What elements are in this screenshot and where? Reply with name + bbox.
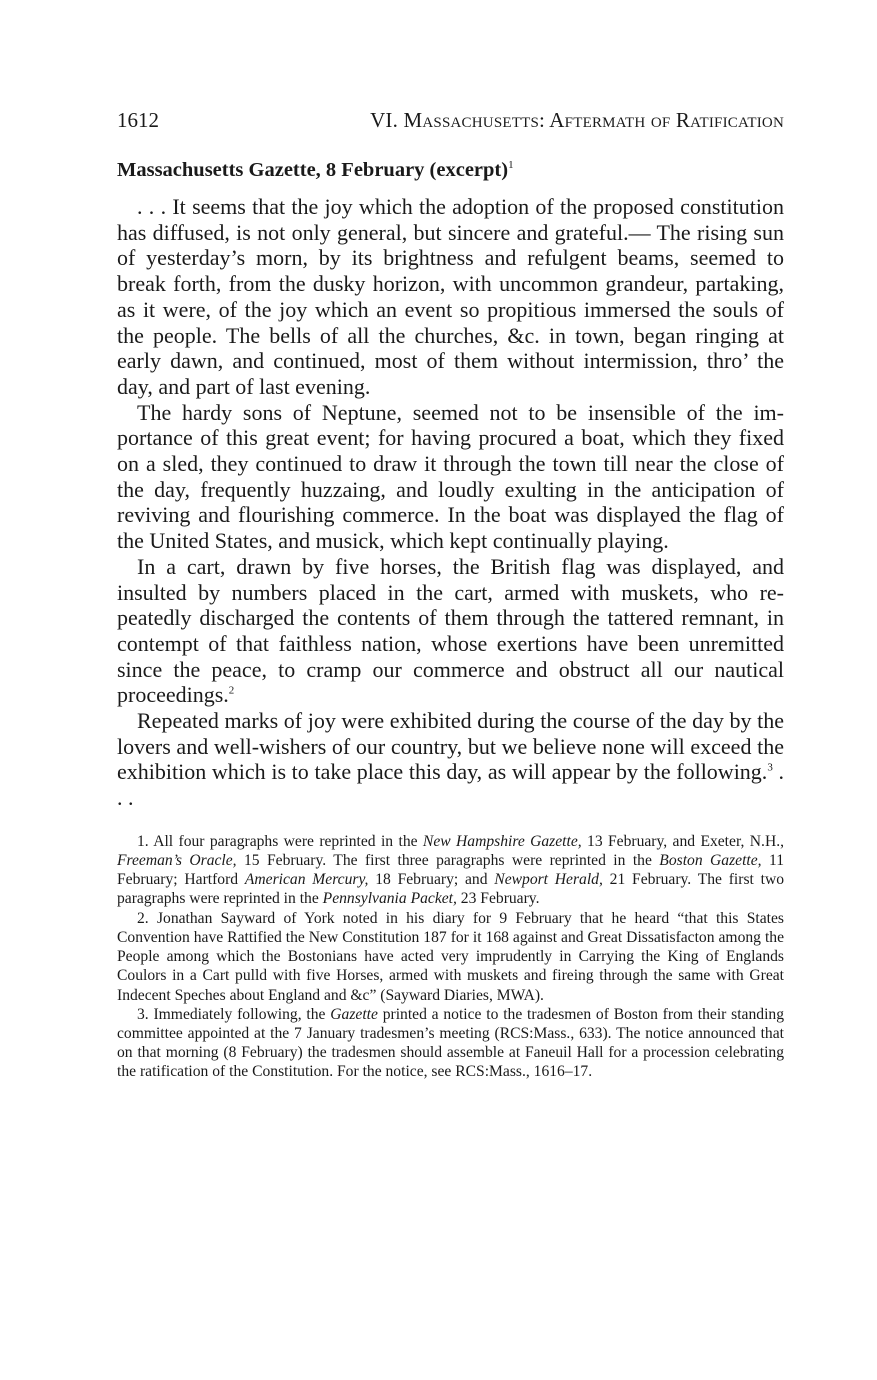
footnote-ref-1: 1 — [508, 159, 514, 172]
publication-title: Freeman’s Oracle, — [117, 852, 237, 870]
footnote-ref-3: 3 — [767, 762, 773, 775]
document-body — [117, 194, 784, 811]
running-head — [117, 108, 784, 140]
body-paragraph — [117, 708, 784, 811]
publication-title: Newport Herald, — [494, 871, 603, 889]
footnote-3 — [117, 1005, 784, 1082]
page-number: 1612 — [117, 108, 159, 132]
footnote-text: 15 February. The first three paragraphs were reprinted in the — [236, 852, 660, 870]
publication-title: Gazette — [330, 1005, 378, 1023]
paragraph-text: Repeated marks of joy were exhibited during the course of the day by the lovers and well-wishers of our country, but we believe none will exceed the exhibition which is to take place this day, as will appear by the following. — [117, 708, 784, 785]
publication-title: Boston Gazette, — [659, 852, 762, 870]
footnote-text: 18 February; and — [368, 871, 495, 889]
document-heading-text: Massachusetts Gazette, 8 February (excerpt) — [117, 159, 509, 181]
footnote-text: 3. Immediately following, the — [137, 1005, 331, 1023]
publication-title: American Mercury, — [244, 871, 369, 889]
paragraph-text: In a cart, drawn by five horses, the British flag was displayed, and insulted by numbers placed in the cart, armed with muskets, who repeatedly discharged the contents of them through the tattered remnant, in contempt of that faithless nation, whose exertions have been unremitted since the peace, to cramp our commerce and obstruct all our nautical proceedings. — [117, 553, 784, 708]
running-title: VI. Massachusetts: Aftermath of Ratification — [370, 108, 784, 132]
body-paragraph — [117, 194, 784, 400]
footnote-ref-2: 2 — [228, 685, 235, 698]
body-paragraph — [117, 554, 784, 708]
paragraph-text: . . . It seems that the joy which the adoption of the proposed constitution has diffused, is not only general, but sincere and grateful.— The rising sun of yesterday’s morn, by its brightness and refulgent beams, seemed to break forth, from the dusky horizon, with uncommon grandeur, partaking, as it were, of the joy which an event so propitious immersed the souls of the people. The bells of all the churches, &c. in town, began ringing at early dawn, and continued, most of them without intermission, thro’ the day, and part of last evening. — [117, 194, 784, 399]
publication-title: New Hampshire Gazette, — [422, 832, 582, 850]
footnote-text: 1. All four paragraphs were reprinted in the — [137, 832, 423, 850]
footnote-text: 2. Jonathan Sayward of York noted in his diary for 9 February that he heard “that this States Convention have Rattified the New Constitution 187 for it 168 against and Great Dissatisfacton among the People among which the Bostonians have acted very imprudently in Carrying the King of Englands Coulors in a Cart pulld with five Horses, armed with muskets and fireing through the same with Great Indecent Speches about England and &c” (Sayward Diaries, MWA). — [117, 909, 784, 1004]
footnotes — [117, 832, 784, 1082]
footnote-text: 23 February. — [456, 890, 540, 908]
paragraph-text: The hardy sons of Neptune, seemed not to be insensible of the importance of this great event; for having procured a boat, which they fixed on a sled, they continued to draw it through the town till near the close of the day, frequently huzzaing, and loudly exulting in the anticipation of reviving and flourishing commerce. In the boat was displayed the flag of the United States, and musick, which kept continually playing. — [117, 399, 784, 554]
footnote-text: 11 February; Hartford — [117, 852, 784, 889]
document-heading — [117, 159, 784, 182]
footnote-text: 21 February. The first two paragraphs were reprinted in the — [117, 871, 785, 908]
footnote-1 — [117, 832, 784, 909]
publication-title: Pennsylvania Packet, — [322, 890, 457, 908]
footnote-2 — [117, 909, 784, 1005]
ellipsis: . . . — [117, 759, 784, 811]
footnote-text: printed a notice to the tradesmen of Boston from their standing committee appointed at the 7 January tradesmen’s meeting (RCS:Mass., 633). The notice announced that on that morning (8 February) the tradesmen should assemble at Faneuil Hall for a procession celebrating the ratification of the Constitution. For the notice, see RCS:Mass., 1616–17. — [117, 1005, 784, 1081]
footnote-text: 13 February, and Exeter, N.H., — [581, 832, 785, 850]
body-paragraph — [117, 400, 784, 554]
book-page — [117, 108, 784, 1082]
